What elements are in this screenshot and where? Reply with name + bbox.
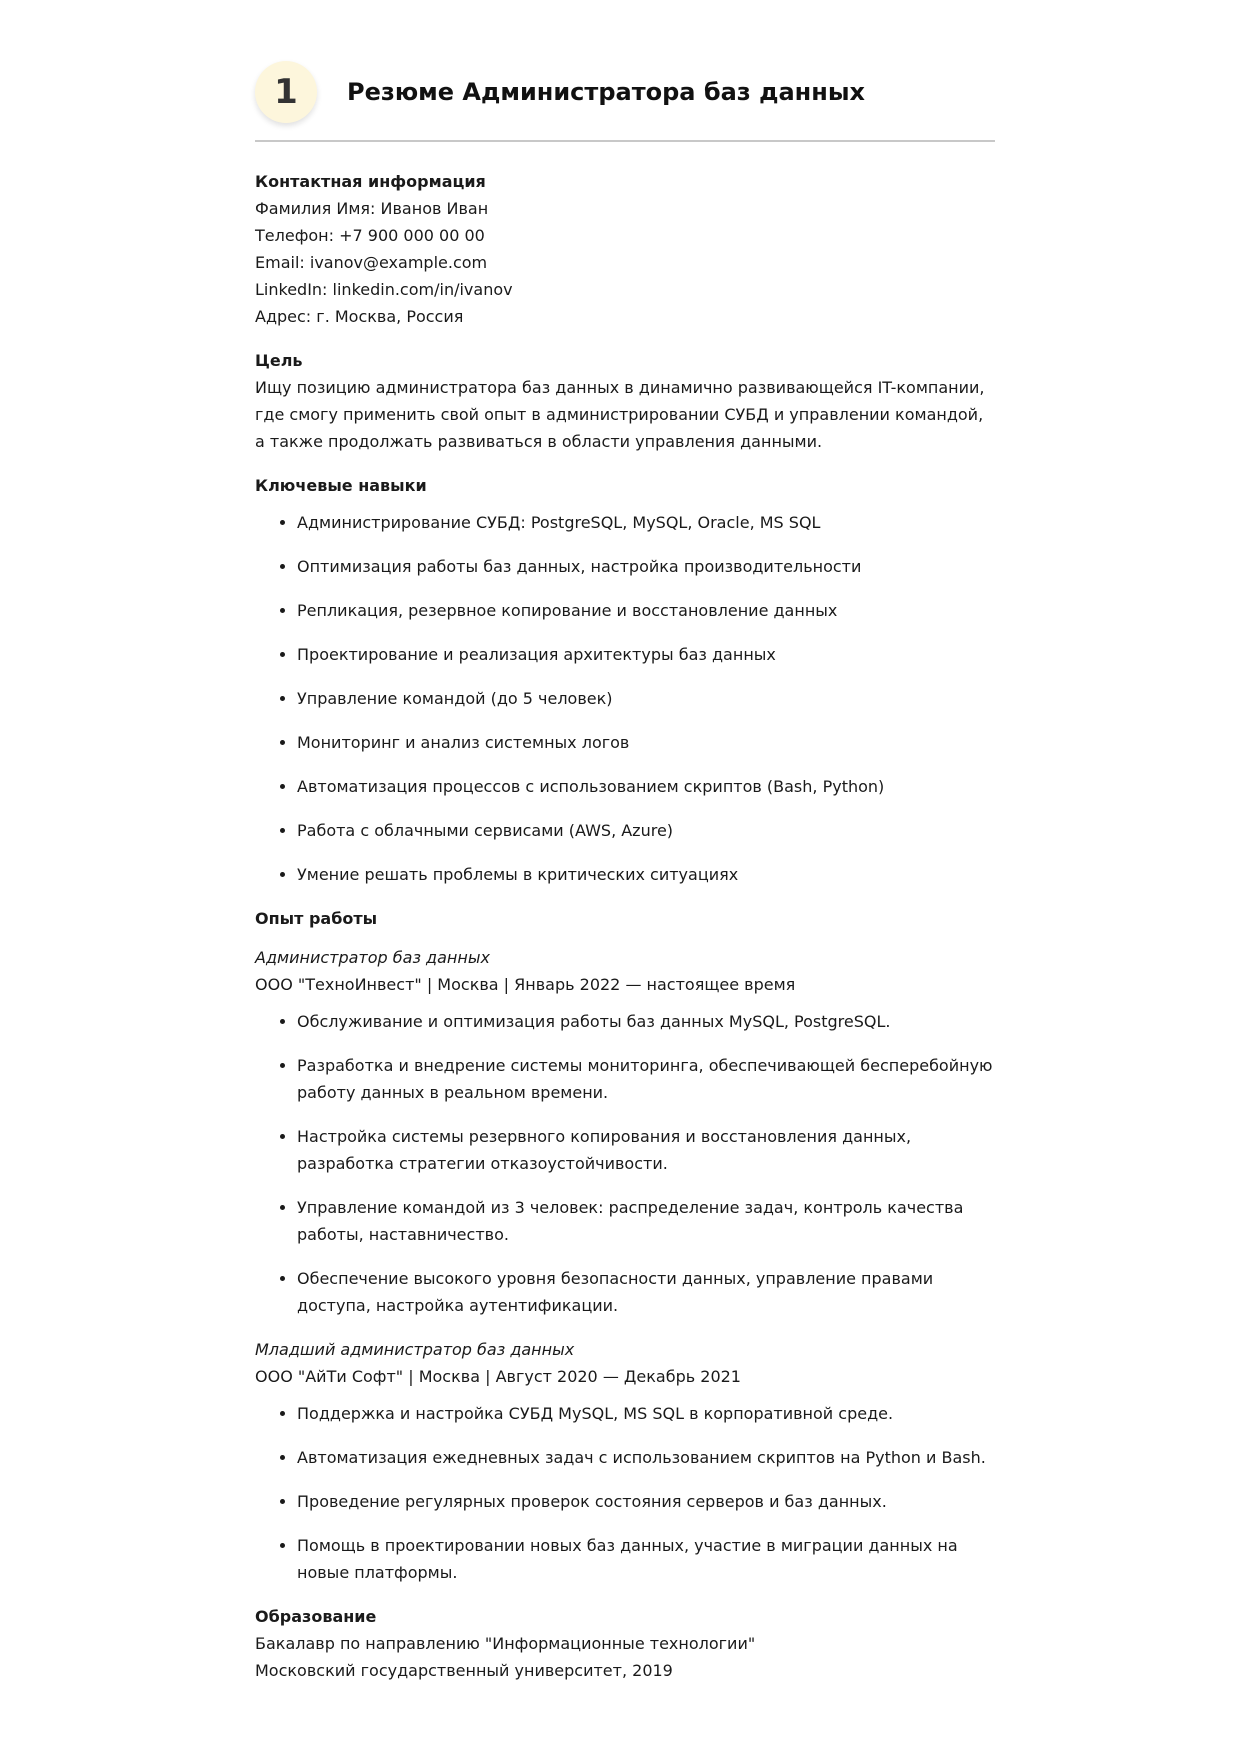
goal-section	[255, 347, 995, 455]
contact-section	[255, 168, 995, 330]
experience-heading: Опыт работы	[255, 909, 378, 928]
goal-text: Ищу позицию администратора баз данных в динамично развивающейся IT-компании, где смогу применить свой опыт в администрировании СУБД и управлении командой, а также продолжать развиваться в области управления данными.	[255, 378, 985, 451]
skills-list	[255, 509, 995, 888]
list-item: • Обеспечение высокого уровня безопасности данных, управление правами доступа, настройка аутентификации.	[297, 1265, 995, 1319]
job-meta: ООО "АйТи Софт" | Москва | Август 2020 — Декабрь 2021	[255, 1367, 741, 1386]
skills-section	[255, 472, 995, 888]
education-heading: Образование	[255, 1607, 377, 1626]
job-entry	[255, 944, 995, 1319]
list-item: • Проектирование и реализация архитектуры баз данных	[297, 641, 995, 668]
page-title: Резюме Администратора баз данных	[347, 78, 866, 106]
list-item: • Поддержка и настройка СУБД MySQL, MS SQL в корпоративной среде.	[297, 1400, 995, 1427]
resume-header	[255, 56, 995, 142]
contact-name: Фамилия Имя: Иванов Иван	[255, 199, 489, 218]
list-item: • Проведение регулярных проверок состояния серверов и баз данных.	[297, 1488, 995, 1515]
list-item: • Автоматизация процессов с использованием скриптов (Bash, Python)	[297, 773, 995, 800]
list-item: • Автоматизация ежедневных задач с использованием скриптов на Python и Bash.	[297, 1444, 995, 1471]
resume-page	[255, 56, 995, 1684]
list-item: • Помощь в проектировании новых баз данных, участие в миграции данных на новые платформы.	[297, 1532, 995, 1586]
list-item: • Управление командой из 3 человек: распределение задач, контроль качества работы, наставничество.	[297, 1194, 995, 1248]
list-item: • Управление командой (до 5 человек)	[297, 685, 995, 712]
job-meta: ООО "ТехноИнвест" | Москва | Январь 2022 — настоящее время	[255, 975, 796, 994]
contact-heading: Контактная информация	[255, 172, 486, 191]
job-duties-list	[255, 1400, 995, 1586]
experience-section	[255, 905, 995, 1586]
education-section	[255, 1603, 995, 1684]
contact-address: Адрес: г. Москва, Россия	[255, 307, 464, 326]
job-entry	[255, 1336, 995, 1586]
section-number-badge: 1	[255, 61, 317, 123]
skills-heading: Ключевые навыки	[255, 476, 427, 495]
list-item: • Работа с облачными сервисами (AWS, Azure)	[297, 817, 995, 844]
contact-email: Email: ivanov@example.com	[255, 253, 488, 272]
list-item: • Мониторинг и анализ системных логов	[297, 729, 995, 756]
list-item: • Обслуживание и оптимизация работы баз данных MySQL, PostgreSQL.	[297, 1008, 995, 1035]
list-item: • Настройка системы резервного копирования и восстановления данных, разработка стратегии отказоустойчивости.	[297, 1123, 995, 1177]
contact-linkedin: LinkedIn: linkedin.com/in/ivanov	[255, 280, 513, 299]
list-item: • Администрирование СУБД: PostgreSQL, MySQL, Oracle, MS SQL	[297, 509, 995, 536]
education-degree: Бакалавр по направлению "Информационные технологии"	[255, 1634, 756, 1653]
contact-phone: Телефон: +7 900 000 00 00	[255, 226, 485, 245]
list-item: • Разработка и внедрение системы мониторинга, обеспечивающей бесперебойную работу данных в реальном времени.	[297, 1052, 995, 1106]
job-duties-list	[255, 1008, 995, 1319]
job-title: Младший администратор баз данных	[255, 1340, 575, 1359]
list-item: • Оптимизация работы баз данных, настройка производительности	[297, 553, 995, 580]
job-title: Администратор баз данных	[255, 948, 490, 967]
list-item: • Умение решать проблемы в критических ситуациях	[297, 861, 995, 888]
education-university: Московский государственный университет, 2019	[255, 1661, 673, 1680]
goal-heading: Цель	[255, 351, 303, 370]
list-item: • Репликация, резервное копирование и восстановление данных	[297, 597, 995, 624]
